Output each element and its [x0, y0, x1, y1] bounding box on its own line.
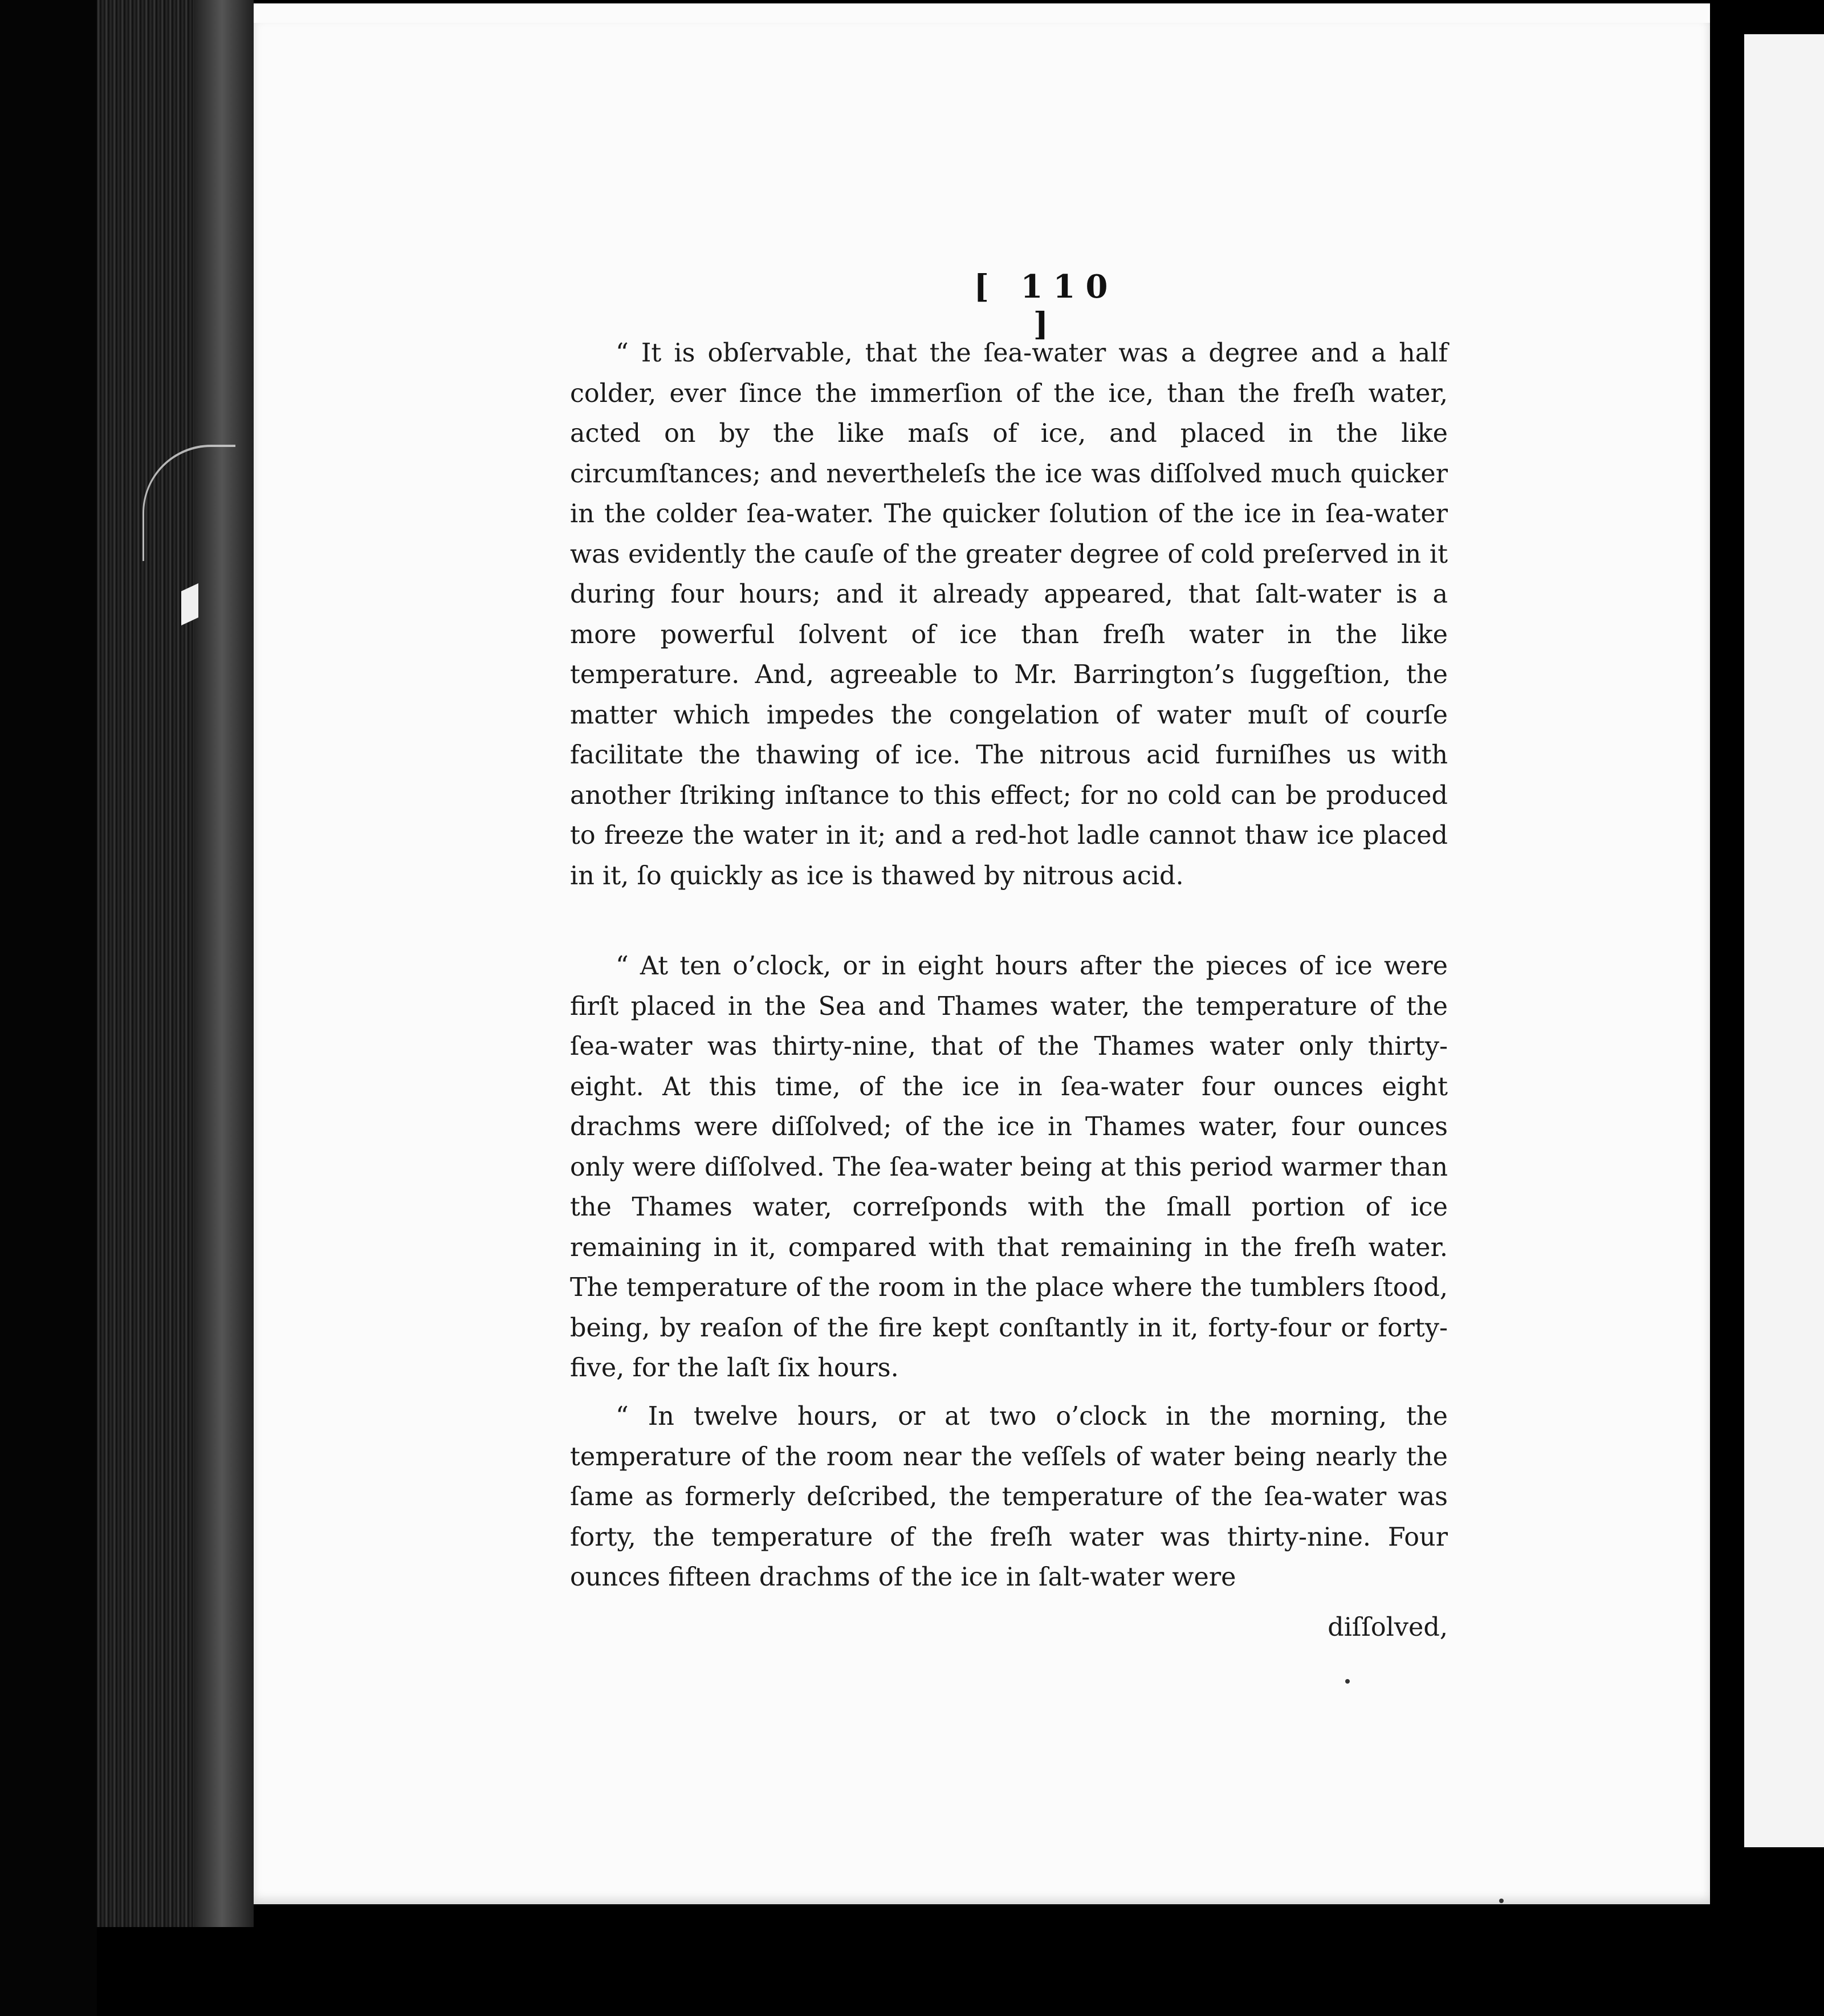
scan-bottom-border — [254, 1904, 1710, 2016]
ink-speck — [1499, 1899, 1504, 1903]
paragraph-1: “ It is obſervable, that the ſea-water was a degree and a half colder, ever ſince the immerſion of the ice, than the freſh water, acted on by the like maſs of ice, and placed in the like circumſtances; and nevertheleſs the ice was diſſolved much quicker in the colder ſea-water. The quicker ſolution of the ice in ſea-water was evidently the cauſe of the greater degree of cold preſerved in it during four hours; and it already appeared, that ſalt-water is a more powerful ſolvent of ice than freſh water in the like temperature. And, agreeable to Mr. Barrington’s ſuggeſtion, the matter which impedes the congelation of water muſt of courſe facilitate the thawing of ice. The nitrous acid furniſhes us with another ſtriking inſtance to this effect; for no cold can be produced to freeze the water in it; and a red-hot ladle cannot thaw ice placed in it, ſo quickly as ice is thawed by nitrous acid. — [570, 339, 1448, 891]
page-number: [ 110 ] — [974, 268, 1118, 343]
adjacent-page-edge — [1744, 34, 1824, 1847]
book-spine-shadow — [0, 0, 97, 2016]
page-gap — [1710, 0, 1744, 2016]
catchword: diſſolved, — [1328, 1613, 1448, 1642]
paragraph-3: “ In twelve hours, or at two o’clock in the morning, the temperature of the room near the veſſels of water being nearly the ſame as formerly deſcribed, the temperature of the ſea-water was forty, the temperature of the freſh water was thirty-nine. Four ounces fifteen drachms of the ice in ſalt-water were — [570, 1402, 1448, 1592]
book-gutter — [194, 0, 256, 1927]
paragraph-2: “ At ten o’clock, or in eight hours after the pieces of ice were firſt placed in the Sea and Thames water, the temperature of the ſea-water was thirty-nine, that of the Thames water only thirty-eight. At this time, of the ice in ſea-water four ounces eight drachms were diſſolved; of the ice in Thames water, four ounces only were diſſolved. The ſea-water being at this period warmer than the Thames water, correſponds with the ſmall portion of ice remaining in it, compared with that remaining in the freſh water. The temperature of the room in the place where the tumblers ſtood, being, by reaſon of the fire kept conſtantly in it, forty-four or forty-five, for the laſt ſix hours. — [570, 952, 1448, 1383]
ink-speck — [1345, 1679, 1350, 1684]
